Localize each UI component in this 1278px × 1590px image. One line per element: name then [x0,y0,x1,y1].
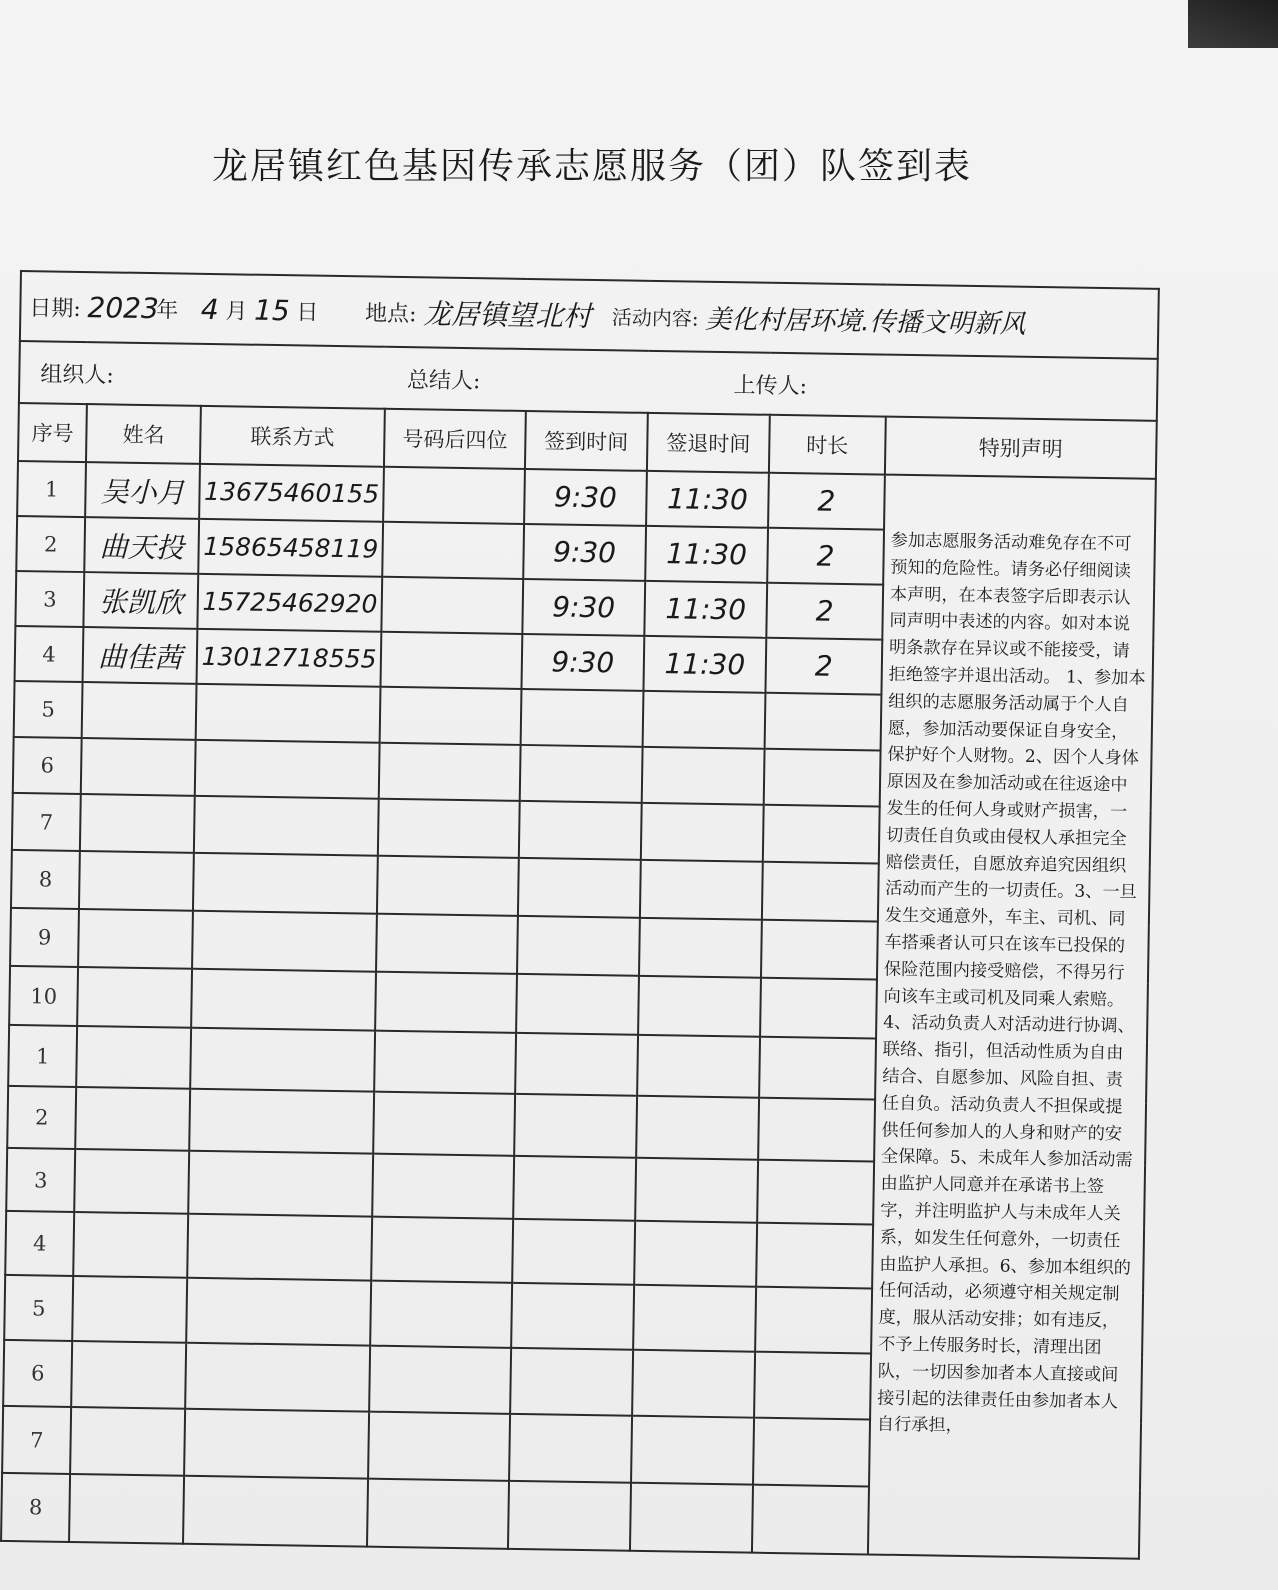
row-checkin [510,1348,633,1416]
row-hours: 2 [766,583,883,640]
row-name [73,1212,188,1278]
row-hours [758,1098,875,1162]
row-name: 吴小月 [85,462,200,519]
row-last4 [378,799,520,858]
uploader-label: 上传人: [733,372,808,399]
row-checkout [630,1483,753,1553]
row-phone [184,1409,369,1479]
row-checkout [640,860,763,920]
date-day: 15 [253,293,291,327]
row-checkout [636,1096,759,1160]
background-corner [1188,0,1278,48]
page-title: 龙居镇红色基因传承志愿服务（团）队签到表 [212,146,973,187]
organizer-label: 组织人: [40,361,114,388]
row-phone: 15725462920 [197,574,382,632]
row-number: 4 [5,1211,74,1276]
row-name [75,1087,190,1151]
row-name [71,1341,186,1409]
row-phone [188,1151,373,1217]
col-header-name: 姓名 [86,404,201,464]
row-name [80,794,195,853]
col-header-checkin: 签到时间 [525,411,648,471]
row-number: 3 [15,571,84,627]
row-checkin [508,1481,631,1551]
row-name [77,967,192,1028]
row-hours: 2 [767,528,884,585]
row-hours [760,978,877,1039]
row-checkout [631,1416,754,1485]
row-number: 1 [17,461,86,517]
row-checkin [518,858,641,918]
row-number: 10 [9,966,78,1026]
row-checkout: 11:30 [646,471,769,528]
row-last4 [383,467,525,524]
location-label: 地点: [364,300,417,327]
row-phone [195,740,380,799]
activity-label: 活动内容: [611,304,699,331]
row-number: 2 [7,1086,76,1149]
row-number: 2 [16,516,85,572]
row-checkin [512,1219,635,1285]
row-hours [753,1418,870,1487]
row-last4 [370,1281,512,1348]
row-name [79,851,194,911]
col-header-notice: 特别声明 [885,417,1157,479]
row-phone: 15865458119 [198,519,383,577]
row-checkout [641,803,764,862]
date-year: 2023 [87,290,160,325]
row-hours [761,920,878,980]
row-number: 7 [12,793,81,851]
row-last4 [377,856,519,916]
row-last4 [368,1412,510,1481]
row-checkout [639,918,762,978]
row-last4 [369,1346,511,1414]
row-checkout: 11:30 [643,636,766,693]
row-hours [755,1287,872,1354]
row-checkin [519,801,642,860]
row-last4 [367,1479,509,1549]
special-notice-text: 参加志愿服务活动难免存在不可预知的危险性。请务必仔细阅读本声明，在本表签字后即表示认同声明中表述的内容。如对本说明条款存在异议或不能接受，请拒绝签字并退出活动。 1、参加本组织的志愿服务活动属于个人自愿，参加活动要保证自身安全，保护好个人财物。2、因个人身体原因及在参加活动或在往返途中发生的任何人身或财产损害，一切责任自负或由侵权人承担完全赔偿责任，自愿放弃追究因组织活动而产生的一切责任。3、一旦发生交通意外，车主、司机、同车搭乘者认可只在该车已投保的保险范围内接受赔偿，不得另行向该车主或司机及同乘人索赔。4、活动负责人对活动进行协调、联络、指引，但活动性质为自由结合、自愿参加、风险自担、责任自负。活动负责人不担保或提供任何参加人的人身和财产的安全保障。5、未成年人参加活动需由监护人同意并在承诺书上签字，并注明监护人与未成年人关系，如发生任何意外，一切责任由监护人承担。6、参加本组织的任何活动，必须遵守相关规定制度，服从活动安排；如有违反，不予上传服务时长，清理出团队，一切因参加者本人直接或间接引起的法律责任由参加者本人自行承担， [868,475,1156,1559]
row-last4 [380,687,522,745]
row-last4 [374,1031,516,1094]
row-last4 [371,1217,513,1283]
row-checkout: 11:30 [644,581,767,638]
row-name [81,738,196,796]
row-hours [754,1352,871,1420]
row-number: 3 [6,1148,75,1212]
row-checkin [515,1033,638,1096]
row-checkin: 9:30 [521,634,644,691]
row-checkout [643,691,766,749]
row-checkin [520,745,643,803]
row-hours [757,1160,874,1225]
summarizer-label: 总结人: [406,367,481,394]
col-header-contact: 联系方式 [200,406,385,467]
row-phone [191,969,376,1031]
row-name [72,1276,187,1343]
row-checkin: 9:30 [522,579,645,636]
row-checkin: 9:30 [524,469,647,526]
row-phone [193,853,378,914]
row-name [70,1407,185,1476]
row-name [74,1149,189,1214]
signin-table [0,270,1160,1560]
date-month: 4 [200,292,219,326]
row-phone [194,796,379,856]
row-checkin [514,1094,637,1158]
activity-value: 美化村居环境.传播文明新风 [705,304,1026,340]
row-phone [186,1278,371,1346]
rows-body [1,461,1156,1559]
row-phone [190,1028,375,1092]
row-phone [196,684,381,743]
signin-form [0,270,1160,1560]
month-label: 月 [225,298,248,325]
row-number: 7 [2,1406,71,1474]
row-number: 6 [13,737,82,794]
location-value: 龙居镇望北村 [422,297,592,333]
row-name: 曲佳茜 [83,627,198,684]
row-number: 8 [1,1473,70,1542]
row-checkout [634,1221,757,1287]
row-number: 6 [3,1340,72,1407]
row-phone: 13012718555 [197,629,382,687]
col-header-last4: 号码后四位 [384,409,526,469]
row-name [76,1026,191,1089]
date-label: 日期: [29,295,82,322]
row-number: 1 [8,1025,77,1087]
row-checkin [513,1156,636,1221]
row-last4 [382,522,524,579]
row-number: 8 [11,850,80,909]
row-name [78,909,193,969]
row-hours [752,1485,869,1555]
day-label: 日 [296,299,319,326]
row-checkout [642,747,765,805]
row-last4 [379,743,521,801]
row-checkin [520,689,643,747]
row-checkout [635,1158,758,1223]
year-label: 年 [155,297,179,323]
row-hours [762,862,879,922]
row-checkin [517,916,640,976]
row-checkout [637,1035,760,1098]
row-last4 [382,577,524,634]
row-hours: 2 [768,473,885,530]
row-phone [189,1089,374,1154]
row-last4 [381,632,523,689]
row-last4 [376,914,518,974]
row-checkin [516,974,639,1035]
col-header-checkout: 签退时间 [647,413,770,473]
row-checkout [632,1350,755,1418]
row-hours [763,805,880,864]
row-checkout [638,976,761,1037]
row-phone [185,1343,370,1412]
row-number: 4 [15,626,84,682]
row-name: 曲天投 [85,517,200,574]
row-hours: 2 [765,638,882,695]
row-hours [756,1223,873,1289]
row-phone [192,911,377,972]
row-phone [183,1476,368,1547]
row-last4 [372,1154,514,1219]
row-last4 [373,1092,515,1156]
row-number: 9 [10,908,79,967]
row-name [82,682,197,740]
row-number: 5 [4,1275,73,1341]
row-number: 5 [14,681,83,738]
row-hours [759,1037,876,1100]
row-phone [187,1214,372,1281]
row-name [69,1474,184,1544]
col-header-no: 序号 [18,403,87,462]
col-header-hours: 时长 [769,415,886,475]
row-checkout [633,1285,756,1352]
row-hours [765,693,882,751]
row-hours [764,749,881,807]
row-last4 [375,972,517,1033]
row-checkout: 11:30 [645,526,768,583]
row-name: 张凯欣 [84,572,199,629]
row-checkin [509,1414,632,1483]
row-phone: 13675460155 [199,464,384,522]
row-checkin: 9:30 [523,524,646,581]
row-checkin [511,1283,634,1350]
